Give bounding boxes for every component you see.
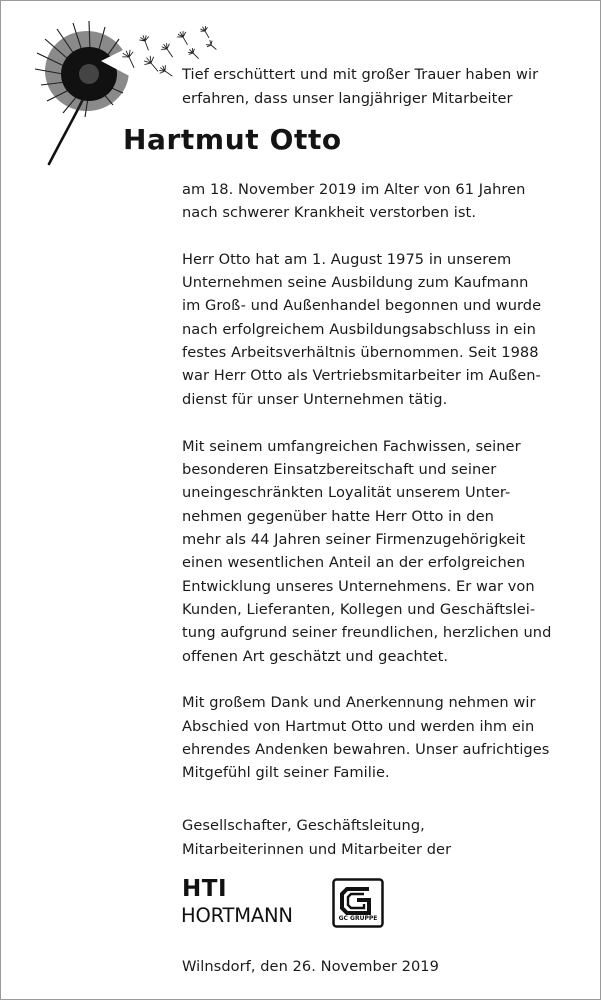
career-line: nach erfolgreichem Ausbildungsabschluss in ein [182,321,536,338]
farewell-line: Mitgefühl gilt seiner Familie. [182,764,390,781]
tribute-line: Mit seinem umfangreichen Fachwissen, seiner [182,438,521,455]
signature-line: Gesellschafter, Geschäftsleitung, [182,817,425,834]
place-date-footer: Wilnsdorf, den 26. November 2019 [182,958,439,975]
farewell-line: ehrendes Andenken bewahren. Unser aufrichtiges [182,741,550,758]
logo-hti-text: HTI [182,876,227,902]
tribute-line: besonderen Einsatzbereitschaft und seiner [182,461,497,478]
tribute-line: tung aufgrund seiner freundlichen, herzlichen und [182,624,552,641]
deceased-name: Hartmut Otto [123,123,342,156]
tribute-line: mehr als 44 Jahren seiner Firmenzugehörigkeit [182,531,526,548]
farewell-line: Mit großem Dank und Anerkennung nehmen wir [182,694,536,711]
gc-gruppe-caption: GC GRUPPE [338,915,378,922]
tribute-line: offenen Art geschätzt und geachtet. [182,648,449,665]
career-line: festes Arbeitsverhältnis übernommen. Seit 1988 [182,344,539,361]
tribute-line: Entwicklung unseres Unternehmens. Er war von [182,578,535,595]
logo-hortmann-text: HORTMANN [181,904,293,927]
death-line: nach schwerer Krankheit verstorben ist. [182,204,477,221]
tribute-line: einen wesentlichen Anteil an der erfolgreichen [182,554,526,571]
tribute-line: Kunden, Lieferanten, Kollegen und Geschäftslei- [182,601,536,618]
tribute-line: uneingeschränkten Loyalität unserem Unter- [182,484,511,501]
intro-line: erfahren, dass unser langjähriger Mitarbeiter [182,90,513,107]
tribute-line: nehmen gegenüber hatte Herr Otto in den [182,508,494,525]
career-line: dienst für unser Unternehmen tätig. [182,391,448,408]
career-line: Herr Otto hat am 1. August 1975 in unserem [182,251,512,268]
death-line: am 18. November 2019 im Alter von 61 Jahren [182,181,526,198]
intro-line: Tief erschüttert und mit großer Trauer haben wir [182,66,539,83]
signature-line: Mitarbeiterinnen und Mitarbeiter der [182,841,452,858]
career-line: Unternehmen seine Ausbildung zum Kaufmann [182,274,529,291]
farewell-line: Abschied von Hartmut Otto und werden ihm ein [182,718,535,735]
career-line: war Herr Otto als Vertriebsmitarbeiter im Außen- [182,367,541,384]
career-line: im Groß- und Außenhandel begonnen und wurde [182,297,542,314]
